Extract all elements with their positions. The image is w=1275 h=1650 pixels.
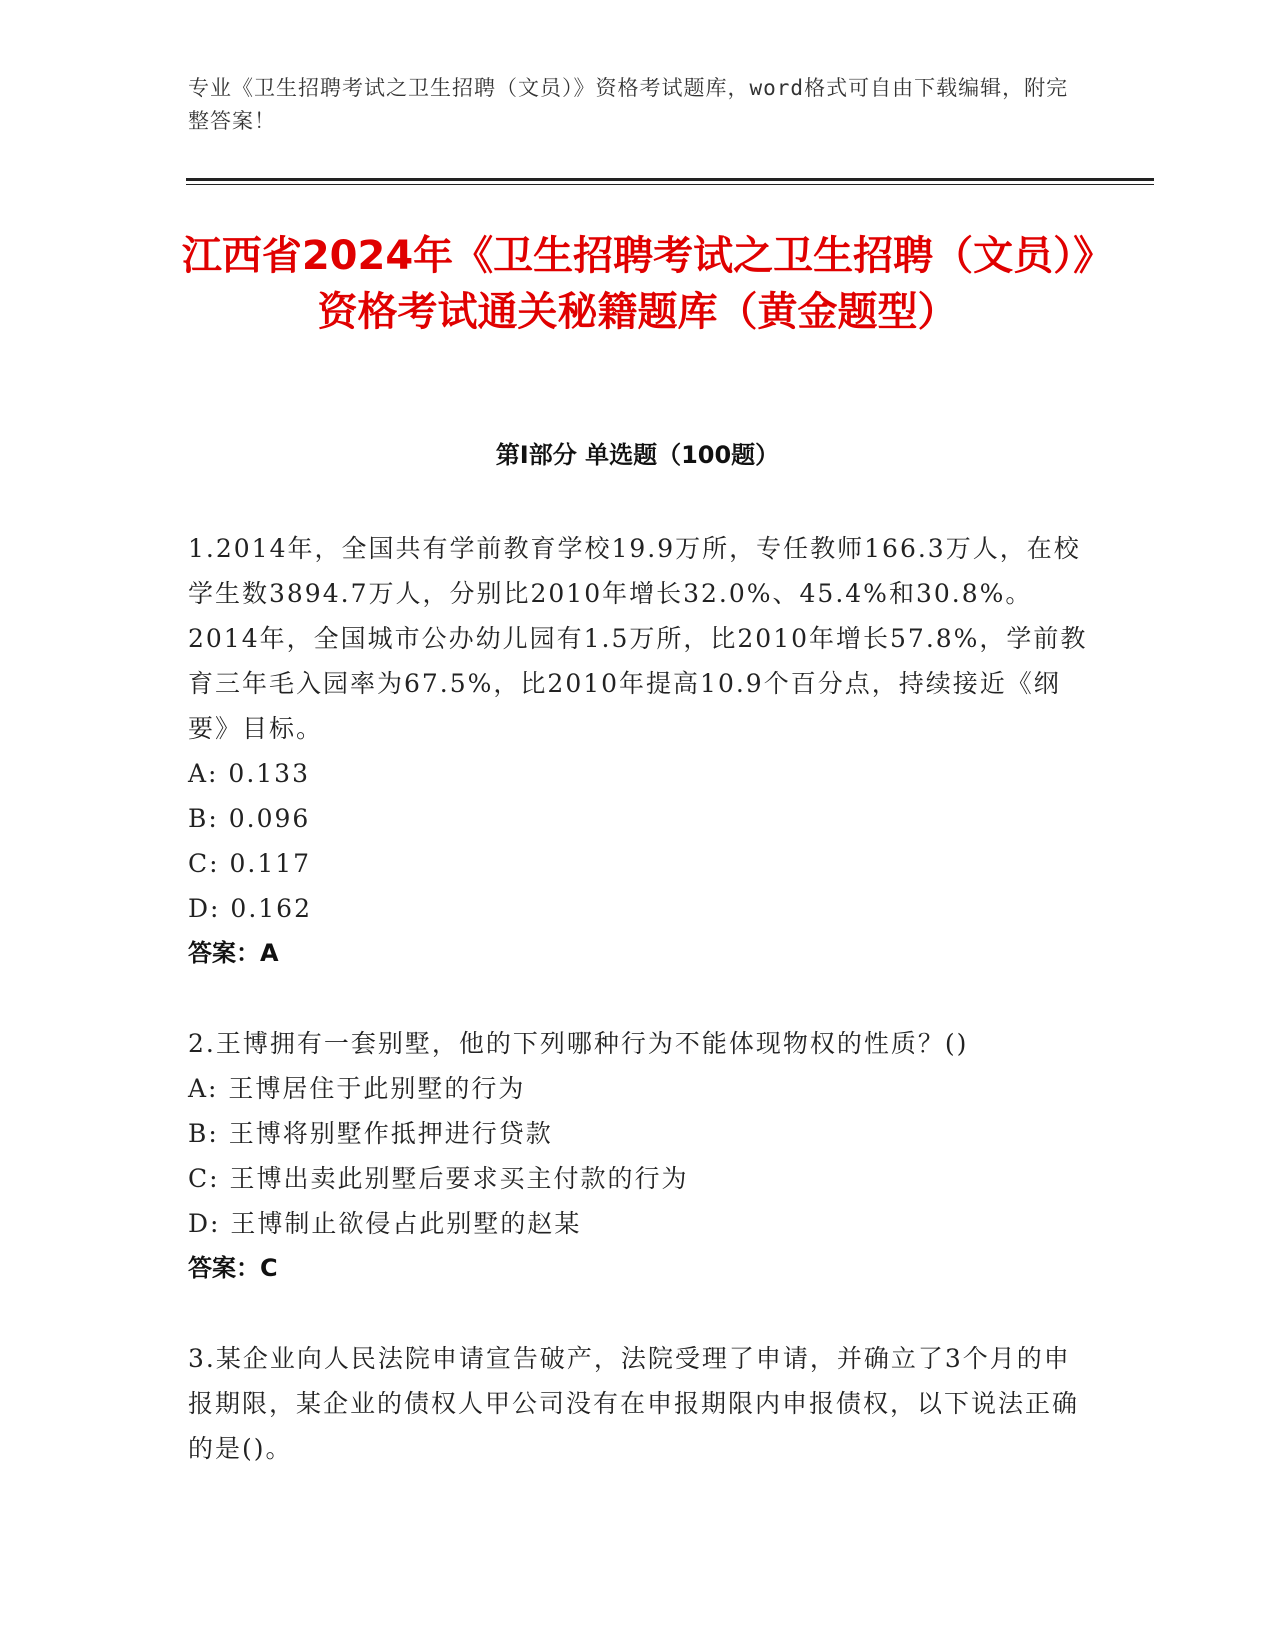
- header-divider-thick: [186, 178, 1154, 181]
- question-list: [188, 526, 1088, 1516]
- question-stem: 3.某企业向人民法院申请宣告破产，法院受理了申请，并确立了3个月的申报期限，某企业的债权人甲公司没有在申报期限内申报债权，以下说法正确的是()。: [188, 1344, 1080, 1463]
- question-stem: 1.2014年，全国共有学前教育学校19.9万所，专任教师166.3万人，在校学生数3894.7万人，分别比2010年增长32.0%、45.4%和30.8%。2014年，全国城市公办幼儿园有1.5万所，比2010年增长57.8%，学前教育三年毛入园率为67.5%，比2010年提高10.9个百分点，持续接近《纲要》目标。: [188, 534, 1088, 743]
- option-d: D: 0.162: [188, 894, 312, 923]
- option-c: C: 0.117: [188, 849, 312, 878]
- option-c: C: 王博出卖此别墅后要求买主付款的行为: [188, 1164, 689, 1193]
- header-divider-thin: [186, 184, 1154, 185]
- document-title: 江西省2024年《卫生招聘考试之卫生招聘（文员）》资格考试通关秘籍题库（黄金题型）: [181, 233, 1094, 335]
- option-b: B: 王博将别墅作抵押进行贷款: [188, 1119, 553, 1148]
- section-heading: 第I部分 单选题（100题）: [495, 441, 780, 469]
- answer-line: 答案：A: [188, 939, 279, 967]
- option-b: B: 0.096: [188, 804, 311, 833]
- option-d: D: 王博制止欲侵占此别墅的赵某: [188, 1209, 582, 1238]
- option-a: A: 0.133: [188, 759, 310, 788]
- question-stem: 2.王博拥有一套别墅，他的下列哪种行为不能体现物权的性质？(): [188, 1029, 969, 1058]
- header-note: 专业《卫生招聘考试之卫生招聘（文员）》资格考试题库，word格式可自由下载编辑，附完整答案！: [188, 76, 1069, 133]
- option-a: A: 王博居住于此别墅的行为: [188, 1074, 526, 1103]
- question-1: [188, 526, 1088, 976]
- question-3: [188, 1336, 1088, 1471]
- answer-line: 答案：C: [188, 1254, 278, 1282]
- question-2: [188, 1021, 1088, 1291]
